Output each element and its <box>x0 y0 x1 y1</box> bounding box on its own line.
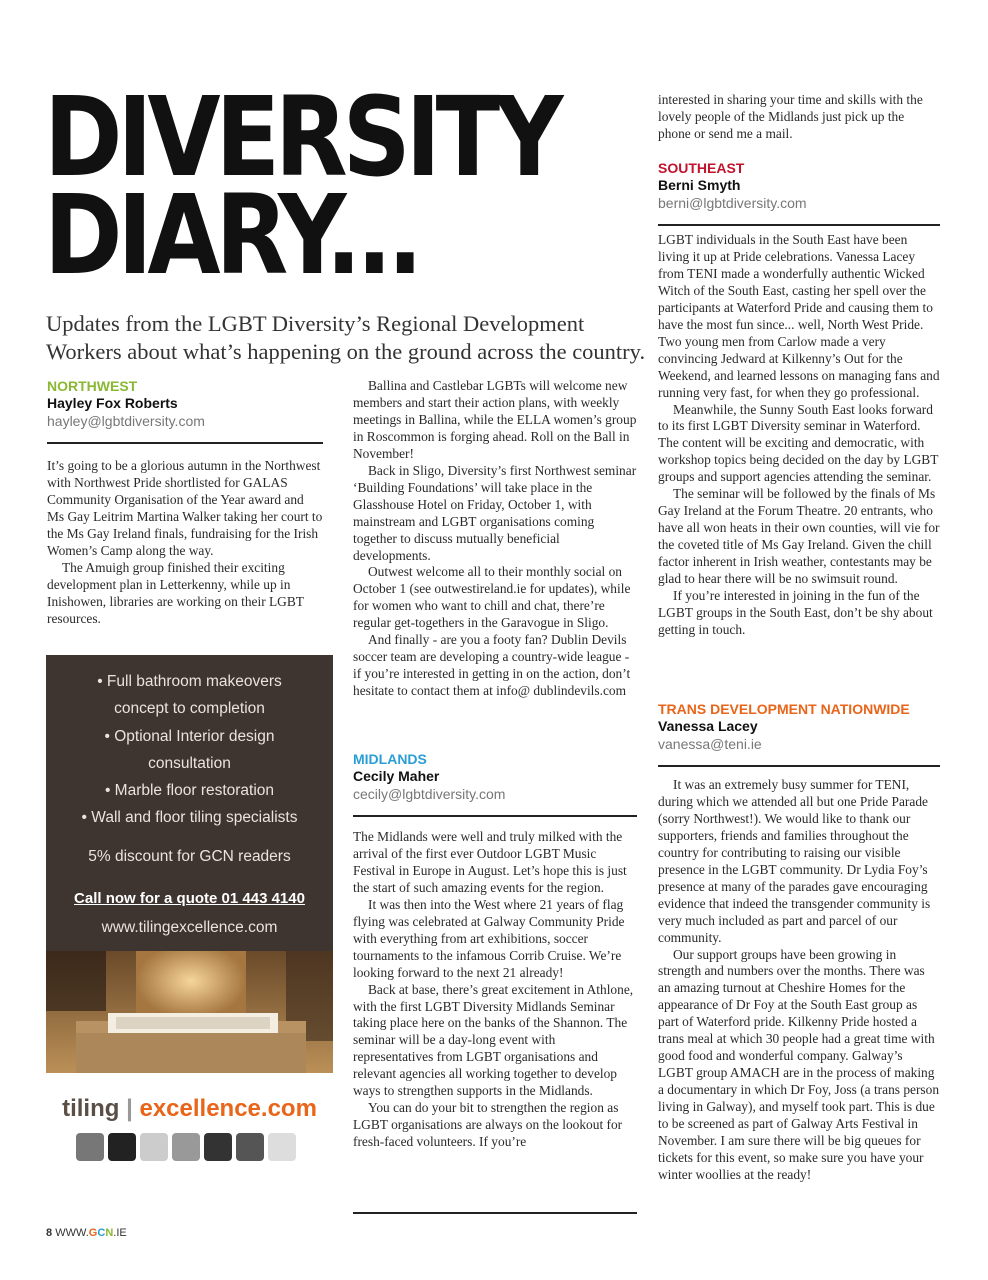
midlands-continued <box>658 92 940 143</box>
logo-tile <box>76 1133 104 1161</box>
paragraph: It was then into the West where 21 years of flag flying was celebrated at Galway Community Pride with everything from art exhibitions, soccer tournaments to the infamous Corrib Cruise. We’re looking forward to the next 21 already! <box>353 896 625 980</box>
logo-tiles <box>76 1133 296 1161</box>
trans-body <box>658 777 940 1184</box>
midlands-author: Cecily Maher <box>353 768 440 784</box>
northwest-continued <box>353 378 637 700</box>
subtitle: Updates from the LGBT Diversity’s Regional Development Workers about what’s happening on the ground across the country. <box>46 311 646 364</box>
trans-heading: TRANS DEVELOPMENT NATIONWIDE <box>658 701 910 717</box>
footer-site-link[interactable]: WWW.GCN.IE <box>55 1227 127 1239</box>
page-title <box>44 73 644 299</box>
section-divider <box>47 442 323 444</box>
trans-email[interactable]: vanessa@teni.ie <box>658 736 762 752</box>
paragraph: Meanwhile, the Sunny South East looks forward to its first LGBT Diversity seminar in Waterford. The content will be exciting and democratic, with workshop topics being decided on the day by LGBT groups and support agencies attending the seminar. <box>658 401 939 485</box>
northwest-email[interactable]: hayley@lgbtdiversity.com <box>47 413 205 429</box>
midlands-heading: MIDLANDS <box>353 751 427 767</box>
northwest-author: Hayley Fox Roberts <box>47 395 178 411</box>
ad-bullet: • Optional Interior design <box>104 727 275 745</box>
paragraph: Outwest welcome all to their monthly social on October 1 (see outwestireland.ie for updates), while for women who want to chill and chat, there’re regular get-togethers in the Garavogue in Sligo. <box>353 564 631 631</box>
midlands-email[interactable]: cecily@lgbtdiversity.com <box>353 786 506 802</box>
paragraph: Back at base, there’s great excitement in Athlone, with the first LGBT Diversity Midlands Seminar taking place here on the banks of the Shannon. The seminar will be a day-long event with representatives from LGBT organisations and relevant agencies all working together to develop ways to strengthen supports in the Midlands. <box>353 981 634 1099</box>
southeast-email[interactable]: berni@lgbtdiversity.com <box>658 195 807 211</box>
title-line-1: DIVERSITY <box>44 73 559 201</box>
bathroom-illustration <box>46 951 333 1091</box>
paragraph: The Amuigh group finished their exciting development plan in Letterkenny, while up in Inishowen, libraries are working on their LGBT resources. <box>47 559 304 626</box>
logo-tile <box>108 1133 136 1161</box>
paragraph: And finally - are you a footy fan? Dublin Devils soccer team are developing a country-wide league - if you’re interested in getting in on the action, don’t hesitate to contact them at info@ dublindevils.com <box>353 632 631 699</box>
southeast-section <box>658 160 940 639</box>
ad-phone-call[interactable]: Call now for a quote 01 443 4140 <box>74 890 305 907</box>
paragraph: The Midlands were well and truly milked with the arrival of the first ever Outdoor LGBT Music Festival in Europe in August. Let’s hope this is just the start of such amazing events for the region. <box>353 829 627 895</box>
ad-bullet: • Full bathroom makeovers <box>97 673 282 690</box>
trans-author: Vanessa Lacey <box>658 718 758 734</box>
midlands-section <box>353 751 637 1151</box>
paragraph: You can do your bit to strengthen the region as LGBT organisations are always on the lookout for fresh-faced volunteers. If you’re <box>353 1100 623 1150</box>
paragraph: The seminar will be followed by the finals of Ms Gay Ireland at the Forum Theatre. 20 entrants, who have all won heats in their own counties, will vie for the coveted title of Ms Gay Ireland. Given the chill factor inherent in Irish weather, contestants may be glad to hear there will be no swimsuit round. <box>658 486 940 587</box>
tiling-excellence-logo: tiling | excellence.com <box>62 1095 317 1122</box>
paragraph: It was an extremely busy summer for TENI, during which we attended all but one Pride Parade (sorry Northwest!). We would like to thank our supporters, friends and families throughout the country for contributing to raising our visible presence in the LGBT community. Dr Lydia Foy’s presence at many of the parades gave encouraging evidence that indeed the transgender community is very much included as part and parcel of our community. <box>658 777 931 945</box>
page-footer <box>46 1227 127 1239</box>
paragraph: Back in Sligo, Diversity’s first Northwest seminar ‘Building Foundations’ will take place in the Glasshouse Hotel on Friday, October 1, with mainstream and LGBT organisations coming together to discuss mutually beneficial developments. <box>353 462 637 563</box>
northwest-body <box>47 458 323 628</box>
logo-tile <box>172 1133 200 1161</box>
logo-tile <box>268 1133 296 1161</box>
ad-bullet: consultation <box>148 754 231 772</box>
ad-bullet: concept to completion <box>114 700 265 718</box>
tiling-advertisement[interactable] <box>46 655 333 1215</box>
section-divider <box>658 224 940 226</box>
section-divider <box>658 765 940 767</box>
midlands-body <box>353 829 637 1151</box>
ad-website-link[interactable]: www.tilingexcellence.com <box>101 919 278 936</box>
paragraph: It’s going to be a glorious autumn in the Northwest with Northwest Pride shortlisted for GALAS Community Organisation of the Year award and Ms Gay Leitrim Martina Walker taking her court to the Ms Gay Ireland finals, fundraising for the Irish Women’s Camp along the way. <box>47 458 323 558</box>
paragraph: interested in sharing your time and skills with the lovely people of the Midlands just pick up the phone or send me a mail. <box>658 92 923 141</box>
logo-tile <box>140 1133 168 1161</box>
southeast-author: Berni Smyth <box>658 177 741 193</box>
page-number: 8 <box>46 1227 53 1239</box>
trans-section <box>658 701 940 1184</box>
northwest-section <box>47 378 323 628</box>
northwest-heading: NORTHWEST <box>47 378 138 394</box>
paragraph: If you’re interested in joining in the fun of the LGBT groups in the South East, don’t be shy about getting in touch. <box>658 588 933 637</box>
southeast-body <box>658 232 940 639</box>
section-divider <box>353 815 637 817</box>
ad-logo-panel <box>46 1073 333 1215</box>
paragraph: Our support groups have been growing in strength and numbers over the months. There was an amazing turnout at Cheshire Homes for the appearance of Dr Foy at the South East group as part of Waterford pride. Kilkenny Pride hosted a trans meal at which 30 people had a great time with good food and wonderful company. Galway’s LGBT group AMACH are in the process of making a documentary in which Dr Foy, Joss (a trans person living in Galway), and myself took part. This is due to be screened as part of Galway Arts Festival in November. I am sure there will be big queues for tickets for this event, so make sure you have your winter woollies at the ready! <box>658 946 940 1182</box>
ad-bullet: • Marble floor restoration <box>104 782 275 800</box>
column-bottom-rule <box>353 1212 637 1214</box>
logo-tile <box>236 1133 264 1161</box>
southeast-heading: SOUTHEAST <box>658 160 745 176</box>
logo-tile <box>204 1133 232 1161</box>
paragraph: Ballina and Castlebar LGBTs will welcome new members and start their action plans, with weekly meetings in Ballina, while the ELLA women’s group in Roscommon is forging ahead. Roll on the Ball in November! <box>353 378 637 461</box>
ad-services-list <box>46 668 333 832</box>
ad-discount: 5% discount for GCN readers <box>88 848 291 865</box>
paragraph: LGBT individuals in the South East have been living it up at Pride celebrations. Vanessa Lacey from TENI made a wonderfully authentic Wicked Witch of the South East, casting her spell over the participants at Waterford Pride and causing them to have the most fun since... well, North West Pride. Two young men from Carlow made a very convincing Jedward at Kilkenny’s Out for the Weekend, and learned lessons on managing fans and running very fast, for when they go professional. <box>658 232 940 400</box>
title-line-2: DIARY... <box>44 171 418 299</box>
ad-bullet: • Wall and floor tiling specialists <box>81 809 298 827</box>
